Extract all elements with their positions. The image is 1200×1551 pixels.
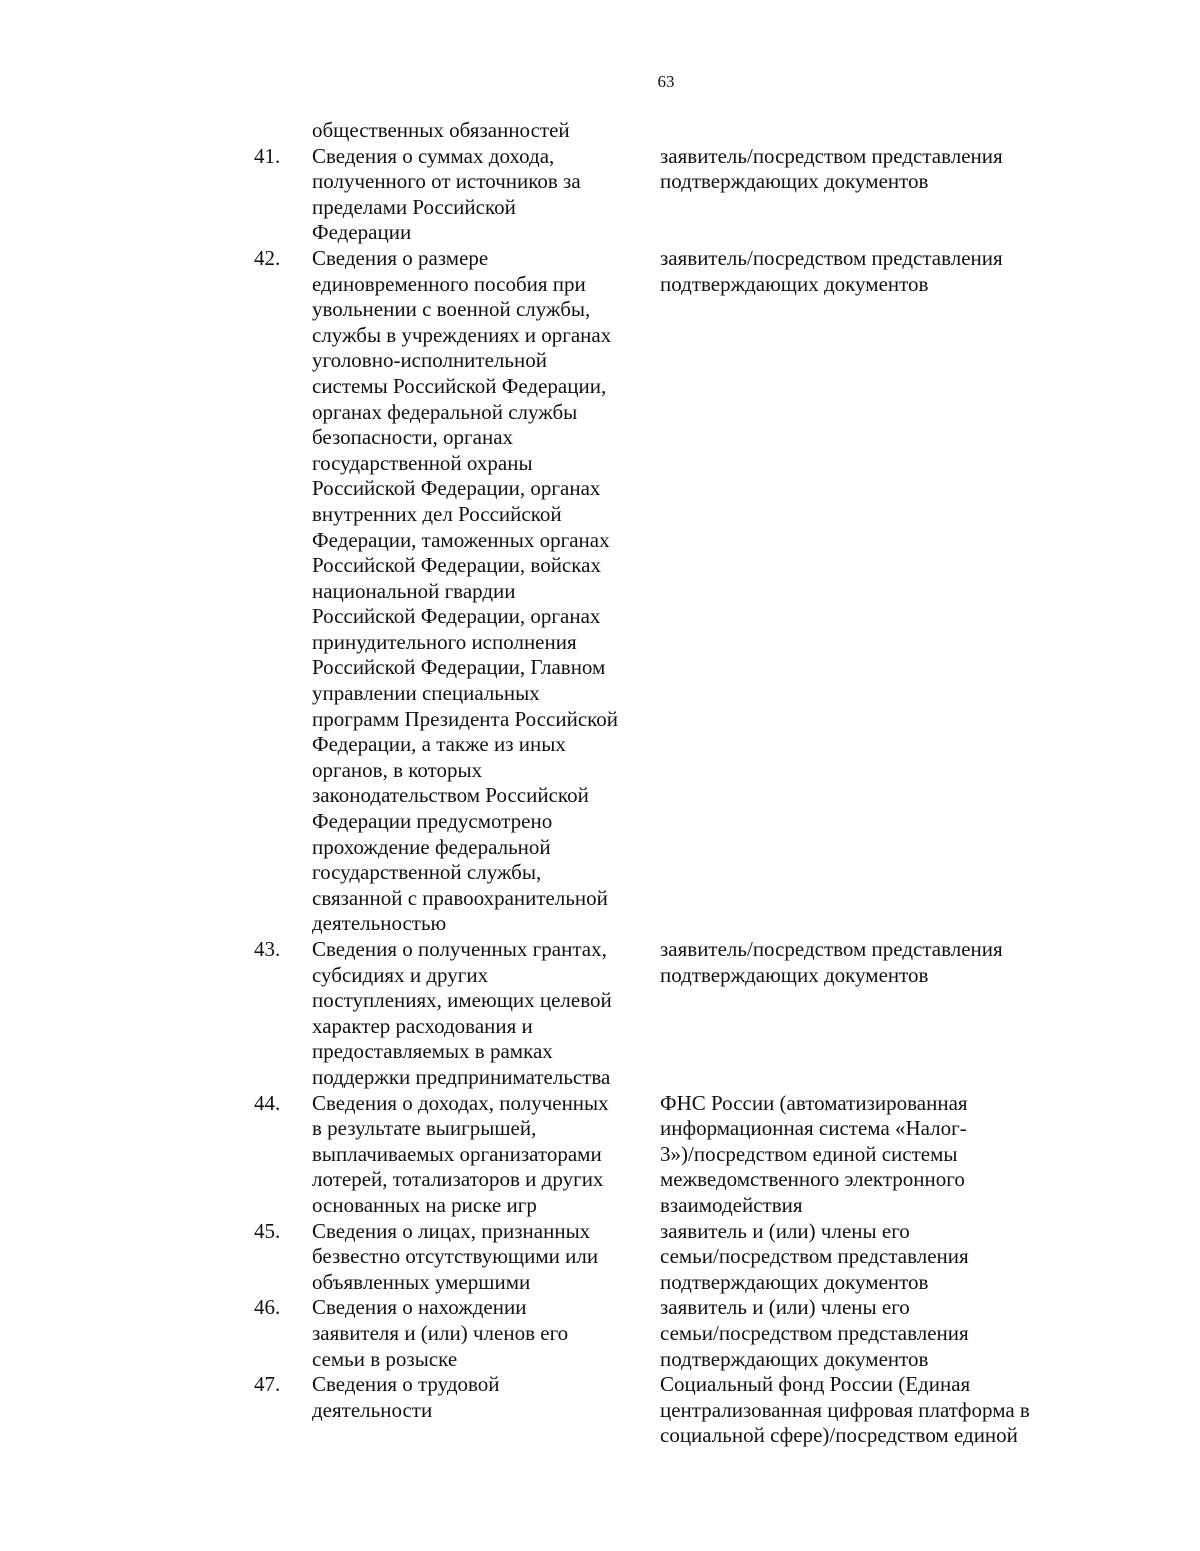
document-table [254, 118, 1074, 1449]
description-line: Российской Федерации, органах [312, 604, 601, 629]
description-line: безвестно отсутствующими или [312, 1244, 599, 1269]
description-line: принудительного исполнения [312, 629, 577, 654]
description-line: государственной охраны [312, 450, 533, 475]
description-line: законодательством Российской [312, 783, 589, 808]
description-line: объявленных умершими [312, 1269, 531, 1294]
table-row-46 [254, 1295, 1074, 1372]
row-source [660, 937, 1074, 988]
description-line: поддержки предпринимательства [312, 1064, 611, 1089]
source-line: подтверждающих документов [660, 962, 929, 987]
source-line: заявитель/посредством представления [660, 143, 1003, 168]
description-line: системы Российской Федерации, [312, 373, 607, 398]
description-line: уголовно-исполнительной [312, 348, 547, 373]
table-row-45 [254, 1219, 1074, 1296]
description-line: Федерации предусмотрено [312, 809, 553, 834]
description-line: деятельностью [312, 911, 447, 936]
table-row-42 [254, 246, 1074, 937]
description-line: управлении специальных [312, 681, 540, 706]
source-line: заявитель и (или) члены его [660, 1295, 910, 1320]
row-source [660, 144, 1074, 195]
row-number: 44. [254, 1090, 281, 1115]
row-description [312, 1372, 652, 1423]
table-row-41 [254, 144, 1074, 246]
row-number: 43. [254, 937, 281, 961]
source-line: подтверждающих документов [660, 1269, 929, 1294]
source-line: подтверждающих документов [660, 271, 929, 296]
source-line: заявитель/посредством представления [660, 245, 1003, 270]
source-line: подтверждающих документов [660, 1346, 929, 1371]
row-description [312, 246, 652, 937]
row-number: 42. [254, 245, 281, 270]
description-line: деятельности [312, 1397, 433, 1422]
source-line: заявитель и (или) члены его [660, 1218, 910, 1243]
description-line: Сведения о лицах, признанных [312, 1218, 591, 1243]
row-source [660, 246, 1074, 297]
description-line: связанной с правоохранительной [312, 885, 608, 910]
source-line: централизованная цифровая платформа в [660, 1397, 1030, 1422]
row-description [312, 937, 652, 1091]
row-description [312, 1295, 652, 1372]
source-line: информационная система «Налог- [660, 1116, 967, 1141]
description-line: Российской Федерации, войсках [312, 553, 601, 578]
description-line: государственной службы, [312, 860, 542, 885]
description-line: Российской Федерации, органах [312, 476, 601, 501]
description-line: Сведения о размере [312, 245, 489, 270]
table-row-continuation [254, 118, 1074, 144]
source-line: 3»)/посредством единой системы [660, 1141, 958, 1166]
row-source [660, 1219, 1074, 1296]
source-line: Социальный фонд России (Единая [660, 1372, 971, 1397]
description-line: Сведения о полученных грантах, [312, 937, 607, 961]
row-number: 46. [254, 1295, 281, 1320]
source-line: подтверждающих документов [660, 169, 929, 194]
description-line: органов, в которых [312, 757, 483, 782]
description-line: Сведения о доходах, полученных [312, 1090, 609, 1115]
row-description [312, 144, 652, 246]
description-line: единовременного пособия при [312, 271, 586, 296]
table-row-44 [254, 1091, 1074, 1219]
source-line: заявитель/посредством представления [660, 937, 1003, 961]
row-source [660, 1091, 1074, 1219]
description-line: предоставляемых в рамках [312, 1039, 553, 1064]
description-line: национальной гвардии [312, 578, 516, 603]
description-line: в результате выигрышей, [312, 1116, 537, 1141]
description-line: основанных на риске игр [312, 1192, 537, 1217]
description-line: Сведения о суммах дохода, [312, 143, 555, 168]
description-line: выплачиваемых организаторами [312, 1141, 602, 1166]
description-line: службы в учреждениях и органах [312, 322, 612, 347]
description-line: Федерации, таможенных органах [312, 527, 610, 552]
page-number: 63 [657, 72, 675, 91]
row-number: 41. [254, 143, 281, 168]
description-line: пределами Российской [312, 194, 516, 219]
description-line: поступлениях, имеющих целевой [312, 988, 612, 1013]
description-line: Российской Федерации, Главном [312, 655, 606, 680]
source-line: семьи/посредством представления [660, 1320, 969, 1345]
table-row-47 [254, 1372, 1074, 1449]
row-source [660, 1295, 1074, 1372]
description-line: субсидиях и других [312, 962, 489, 987]
description-line: прохождение федеральной [312, 834, 551, 859]
source-line: семьи/посредством представления [660, 1244, 969, 1269]
description-line: Федерации, а также из иных [312, 732, 566, 757]
row-description [312, 1219, 652, 1296]
description-line: характер расходования и [312, 1013, 533, 1038]
source-line: взаимодействия [660, 1192, 803, 1217]
description-line: заявителя и (или) членов его [312, 1320, 569, 1345]
description-line: полученного от источников за [312, 169, 581, 194]
description-line: программ Президента Российской [312, 706, 619, 731]
source-line: социальной сфере)/посредством единой [660, 1423, 1018, 1448]
description-line: общественных обязанностей [312, 118, 570, 142]
row-description [312, 118, 652, 144]
description-line: увольнении с военной службы, [312, 297, 591, 322]
table-row-43 [254, 937, 1074, 1091]
source-line: межведомственного электронного [660, 1167, 965, 1192]
description-line: Федерации [312, 220, 412, 245]
description-line: семьи в розыске [312, 1346, 458, 1371]
row-number: 45. [254, 1218, 281, 1243]
description-line: лотерей, тотализаторов и других [312, 1167, 604, 1192]
source-line: ФНС России (автоматизированная [660, 1090, 968, 1115]
row-number: 47. [254, 1372, 281, 1397]
row-source [660, 1372, 1074, 1449]
row-description [312, 1091, 652, 1219]
description-line: органах федеральной службы [312, 399, 578, 424]
description-line: безопасности, органах [312, 425, 514, 450]
description-line: Сведения о нахождении [312, 1295, 527, 1320]
description-line: Сведения о трудовой [312, 1372, 500, 1397]
description-line: внутренних дел Российской [312, 501, 562, 526]
